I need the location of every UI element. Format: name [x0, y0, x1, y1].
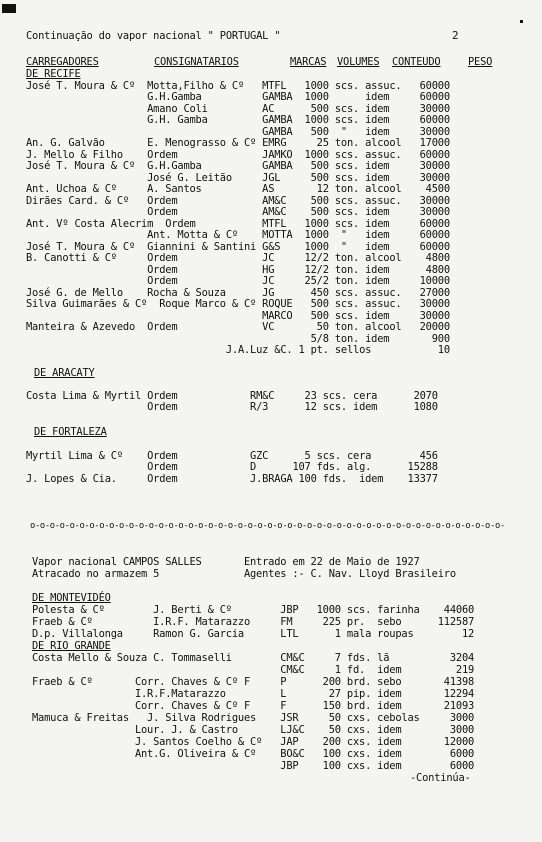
table-row: Amano Coli AC 500 scs. idem 30000: [26, 103, 450, 115]
table-row: B. Canotti & Cº Ordem JC 12/2 ton. alcool 4800: [26, 252, 450, 264]
table-row: J. Santos Coelho & Cº JAP 200 cxs. idem 12000: [32, 736, 475, 748]
table-row: JBP 100 cxs. idem 6000: [32, 760, 475, 772]
table-row: José T. Moura & Cº Motta,Filho & Cº MTFL 1000 scs. assuc. 60000: [26, 80, 450, 92]
ink-dot: [520, 20, 523, 23]
header-marcas: MARCAS: [290, 56, 327, 68]
table-row: Lour. J. & Castro LJ&C 50 cxs. idem 3000: [32, 724, 475, 736]
table-row: Ordem D 107 fds. alg. 15288: [26, 461, 438, 473]
table-row: Ant. Motta & Cº MOTTA 1000 " idem 60000: [26, 229, 450, 241]
table-row: I.R.F.Matarazzo L 27 pip. idem 12294: [32, 688, 475, 700]
header-peso: PESO: [468, 56, 493, 68]
table-row: José G. de Mello Rocha & Souza JG 450 scs. assuc. 27000: [26, 287, 450, 299]
header-conteudo: CONTEUDO: [392, 56, 441, 68]
page-number: 2: [452, 29, 459, 42]
section-title-rio-grande: DE RIO GRANDE: [32, 640, 111, 652]
table-row: Ordem R/3 12 scs. idem 1080: [26, 401, 438, 413]
table-row: 5/8 ton. idem 900: [26, 333, 450, 345]
table-row: José T. Moura & Cº Giannini & Santini G&S 1000 " idem 60000: [26, 241, 450, 253]
header-volumes: VOLUMES: [337, 56, 380, 68]
page-heading: Continuação do vapor nacional " PORTUGAL ": [26, 30, 281, 42]
table-row: Corr. Chaves & Cº F F 150 brd. idem 21093: [32, 700, 475, 712]
table-row: CM&C 1 fd. idem 219: [32, 664, 475, 676]
table-row: An. G. Galvão E. Menograsso & Cº EMRG 25 ton. alcool 17000: [26, 137, 450, 149]
table-row: Dirães Card. & Cº Ordem AM&C 500 scs. assuc. 30000: [26, 195, 450, 207]
table-row: Silva Guimarães & Cº Roque Marco & Cº ROQUE 500 scs. assuc. 30000: [26, 298, 450, 310]
header-carregadores: CARREGADORES: [26, 56, 99, 68]
table-row: G.H. Gamba GAMBA 1000 scs. idem 60000: [26, 114, 450, 126]
table-row: GAMBA 500 " idem 30000: [26, 126, 450, 138]
table-row: Ant.G. Oliveira & Cº BO&C 100 cxs. idem 6000: [32, 748, 475, 760]
table-row: José G. Leitão JGL 500 scs. idem 30000: [26, 172, 450, 184]
table-row: Ant. Uchoa & Cº A. Santos AS 12 ton. alcool 4500: [26, 183, 450, 195]
table-row: J. Mello & Filho Ordem JAMKO 1000 scs. assuc. 60000: [26, 149, 450, 161]
ink-blot: [2, 4, 16, 13]
table-row: Ant. Vº Costa Alecrim Ordem MTFL 1000 scs. idem 60000: [26, 218, 450, 230]
table-row: Ordem AM&C 500 scs. idem 30000: [26, 206, 450, 218]
continua-note: -Continúa-: [410, 772, 471, 784]
table-row: Fraeb & Cº Corr. Chaves & Cº F P 200 brd. sebo 41398: [32, 676, 475, 688]
section-title-montevideo: DE MONTEVIDÉO: [32, 592, 111, 604]
table-row: Myrtil Lima & Cº Ordem GZC 5 scs. cera 456: [26, 450, 438, 462]
section-title-recife: DE RECIFE: [26, 68, 81, 80]
table-row: Ordem HG 12/2 ton. idem 4800: [26, 264, 450, 276]
vapor-subtitle: Atracado no armazem 5 Agentes :- C. Nav. Lloyd Brasileiro: [32, 568, 456, 580]
header-consignatarios: CONSIGNATARIOS: [154, 56, 239, 68]
table-row: Manteira & Azevedo Ordem VC 50 ton. alcool 20000: [26, 321, 450, 333]
table-row: D.p. Villalonga Ramon G. Garcia LTL 1 mala roupas 12: [32, 628, 475, 640]
table-row: J. Lopes & Cia. Ordem J.BRAGA 100 fds. idem 13377: [26, 473, 438, 485]
section-title-fortaleza: DE FORTALEZA: [34, 426, 107, 438]
table-row: Ordem JC 25/2 ton. idem 10000: [26, 275, 450, 287]
table-row: Mamuca & Freitas J. Silva Rodrigues JSR 50 cxs. cebolas 3000: [32, 712, 475, 724]
table-row: Costa Mello & Souza C. Tommaselli CM&C 7 fds. lã 3204: [32, 652, 475, 664]
table-row: Polesta & Cº J. Berti & Cº JBP 1000 scs. farinha 44060: [32, 604, 475, 616]
table-row: Costa Lima & Myrtil Ordem RM&C 23 scs. cera 2070: [26, 390, 438, 402]
vapor-title: Vapor nacional CAMPOS SALLES Entrado em 22 de Maio de 1927: [32, 556, 420, 568]
table-row: Fraeb & Cº I.R.F. Matarazzo FM 225 pr. sebo 112587: [32, 616, 475, 628]
section-title-aracaty: DE ARACATY: [34, 367, 95, 379]
table-row: José T. Moura & Cº G.H.Gamba GAMBA 500 scs. idem 30000: [26, 160, 450, 172]
table-row: J.A.Luz &C. 1 pt. sellos 10: [26, 344, 450, 356]
separator-line: o-o-o-o-o-o-o-o-o-o-o-o-o-o-o-o-o-o-o-o-o-o-o-o-o-o-o-o-o-o-o-o-o-o-o-o-o-o-o-o-o-o-o-o-o-o-o-o-: [30, 521, 505, 531]
table-row: MARCO 500 scs. idem 30000: [26, 310, 450, 322]
table-row: G.H.Gamba GAMBA 1000 idem 60000: [26, 91, 450, 103]
